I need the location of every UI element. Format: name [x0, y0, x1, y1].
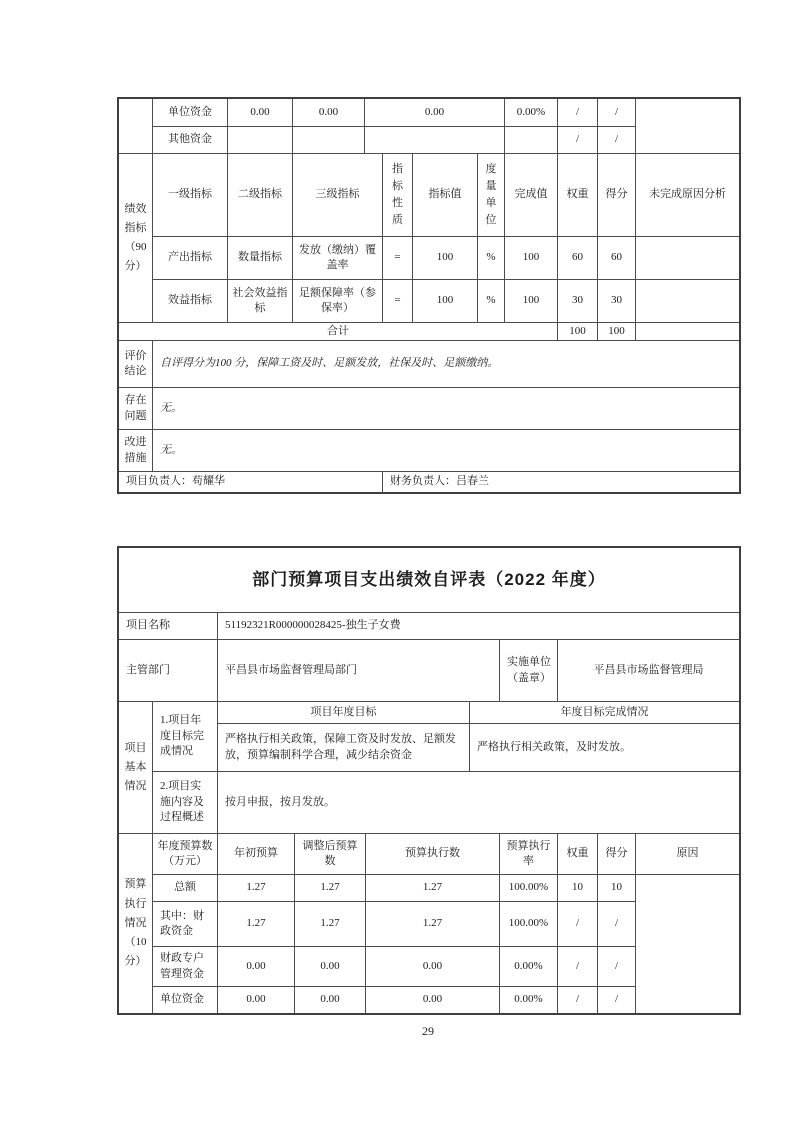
budget-header-annual: 年度预算数（万元）: [152, 833, 217, 874]
budget-initial: 0.00: [217, 986, 294, 1013]
funding-row-label: 单位资金: [152, 99, 227, 126]
conclusion-label: 评价结论: [119, 340, 152, 387]
finance-manager-signature: 财务负责人：吕春兰: [382, 471, 739, 492]
funding-rate: 0.00%: [504, 99, 557, 126]
funding-reason-cell: [635, 99, 739, 153]
budget-row-label: 总额: [152, 874, 217, 901]
budget-row-label: 单位资金: [152, 986, 217, 1013]
indicator-level2: 数量指标: [227, 236, 292, 279]
budget-score: /: [597, 946, 635, 986]
basic-item1-label: 1.项目年度目标完成情况: [152, 701, 217, 771]
funding-executed: 0.00: [364, 99, 504, 126]
funding-score: /: [597, 99, 635, 126]
budget-header-adjusted: 调整后预算数: [294, 833, 365, 874]
funding-score: /: [597, 126, 635, 153]
indicator-done: 100: [504, 279, 557, 322]
budget-group-text: 预算执行情况（10分）: [124, 878, 147, 968]
budget-adjusted: 0.00: [294, 986, 365, 1013]
header-score: 得分: [597, 153, 635, 236]
funding-executed: [364, 126, 504, 153]
budget-rate: 100.00%: [499, 901, 557, 946]
evaluation-table-continuation: [117, 97, 741, 494]
completion-text: 严格执行相关政策，及时发放。: [469, 723, 739, 771]
budget-header-reason: 原因: [635, 833, 739, 874]
perf-group-label: [119, 153, 152, 322]
project-name-value: 51192321R000000028425-独生子女费: [217, 612, 739, 639]
budget-executed: 0.00: [365, 986, 499, 1013]
budget-header-rate: 预算执行率: [499, 833, 557, 874]
indicator-weight: 30: [557, 279, 597, 322]
perf-group-text: 绩效指标（90分）: [124, 202, 147, 273]
indicator-level3: 足额保障率（参保率）: [292, 279, 382, 322]
basic-group-label: [119, 701, 152, 833]
page-number: 29: [422, 1024, 434, 1038]
header-level2: 二级指标: [227, 153, 292, 236]
budget-weight: 10: [557, 874, 597, 901]
total-label: 合计: [119, 322, 557, 340]
funding-initial: [227, 126, 292, 153]
funding-adjusted: 0.00: [292, 99, 364, 126]
header-nature-text: 指标性质: [392, 162, 403, 227]
budget-executed: 1.27: [365, 874, 499, 901]
indicator-reason: [635, 279, 739, 322]
self-evaluation-table-2022: [117, 546, 741, 1015]
budget-executed: 0.00: [365, 946, 499, 986]
indicator-nature: =: [382, 279, 412, 322]
indicator-score: 60: [597, 236, 635, 279]
header-unit-text: 度量单位: [485, 162, 497, 227]
conclusion-text: 自评得分为100 分，保障工资及时、足额发放，社保及时、足额缴纳。: [152, 340, 739, 387]
funding-weight: /: [557, 99, 597, 126]
indicator-level2: 社会效益指标: [227, 279, 292, 322]
header-reason: 未完成原因分析: [635, 153, 739, 236]
header-nature: [382, 153, 412, 236]
goal-header: 项目年度目标: [217, 701, 469, 723]
budget-initial: 0.00: [217, 946, 294, 986]
budget-initial: 1.27: [217, 901, 294, 946]
indicator-level3: 发放（缴纳）覆盖率: [292, 236, 382, 279]
basic-item2-label: 2.项目实施内容及过程概述: [152, 771, 217, 833]
budget-group-label: [119, 833, 152, 1013]
budget-rate: 0.00%: [499, 986, 557, 1013]
budget-score: /: [597, 986, 635, 1013]
budget-header-weight: 权重: [557, 833, 597, 874]
basic-group-text: 项目基本情况: [124, 741, 147, 793]
project-manager-signature: 项目负责人：苟耀华: [119, 471, 382, 492]
impl-unit-label: 实施单位（盖章）: [499, 639, 557, 701]
measures-label: 改进措施: [119, 429, 152, 471]
header-level1: 一级指标: [152, 153, 227, 236]
budget-row-label: 其中：财政资金: [152, 901, 217, 946]
blank-group-cell: [119, 99, 152, 153]
indicator-level1: 效益指标: [152, 279, 227, 322]
budget-weight: /: [557, 946, 597, 986]
header-value: 指标值: [412, 153, 477, 236]
indicator-level1: 产出指标: [152, 236, 227, 279]
budget-adjusted: 0.00: [294, 946, 365, 986]
funding-row-label: 其他资金: [152, 126, 227, 153]
project-name-label: 项目名称: [119, 612, 217, 639]
budget-adjusted: 1.27: [294, 874, 365, 901]
completion-header: 年度目标完成情况: [469, 701, 739, 723]
total-reason: [635, 322, 739, 340]
budget-header-executed: 预算执行数: [365, 833, 499, 874]
total-weight: 100: [557, 322, 597, 340]
budget-reason-cell: [635, 874, 739, 1013]
dept-value: 平昌县市场监督管理局部门: [217, 639, 499, 701]
indicator-weight: 60: [557, 236, 597, 279]
budget-rate: 100.00%: [499, 874, 557, 901]
problems-text: 无。: [152, 387, 739, 429]
budget-header-initial: 年初预算: [217, 833, 294, 874]
budget-weight: /: [557, 901, 597, 946]
impl-unit-value: 平昌县市场监督管理局: [557, 639, 739, 701]
budget-score: /: [597, 901, 635, 946]
funding-initial: 0.00: [227, 99, 292, 126]
dept-label: 主管部门: [119, 639, 217, 701]
indicator-unit: %: [477, 279, 504, 322]
indicator-score: 30: [597, 279, 635, 322]
indicator-value: 100: [412, 236, 477, 279]
budget-initial: 1.27: [217, 874, 294, 901]
header-unit: [477, 153, 504, 236]
header-level3: 三级指标: [292, 153, 382, 236]
header-done: 完成值: [504, 153, 557, 236]
header-weight: 权重: [557, 153, 597, 236]
budget-adjusted: 1.27: [294, 901, 365, 946]
goal-text: 严格执行相关政策，保障工资及时发放、足额发放，预算编制科学合理，减少结余资金: [217, 723, 469, 771]
funding-weight: /: [557, 126, 597, 153]
table-title: 部门预算项目支出绩效自评表（2022 年度）: [252, 570, 606, 590]
measures-text: 无。: [152, 429, 739, 471]
funding-rate: [504, 126, 557, 153]
problems-label: 存在问题: [119, 387, 152, 429]
indicator-done: 100: [504, 236, 557, 279]
basic-item2-text: 按月申报，按月发放。: [217, 771, 739, 833]
budget-weight: /: [557, 986, 597, 1013]
budget-rate: 0.00%: [499, 946, 557, 986]
budget-header-score: 得分: [597, 833, 635, 874]
indicator-nature: =: [382, 236, 412, 279]
indicator-reason: [635, 236, 739, 279]
funding-adjusted: [292, 126, 364, 153]
indicator-value: 100: [412, 279, 477, 322]
budget-row-label: 财政专户管理资金: [152, 946, 217, 986]
budget-executed: 1.27: [365, 901, 499, 946]
budget-score: 10: [597, 874, 635, 901]
total-score: 100: [597, 322, 635, 340]
indicator-unit: %: [477, 236, 504, 279]
